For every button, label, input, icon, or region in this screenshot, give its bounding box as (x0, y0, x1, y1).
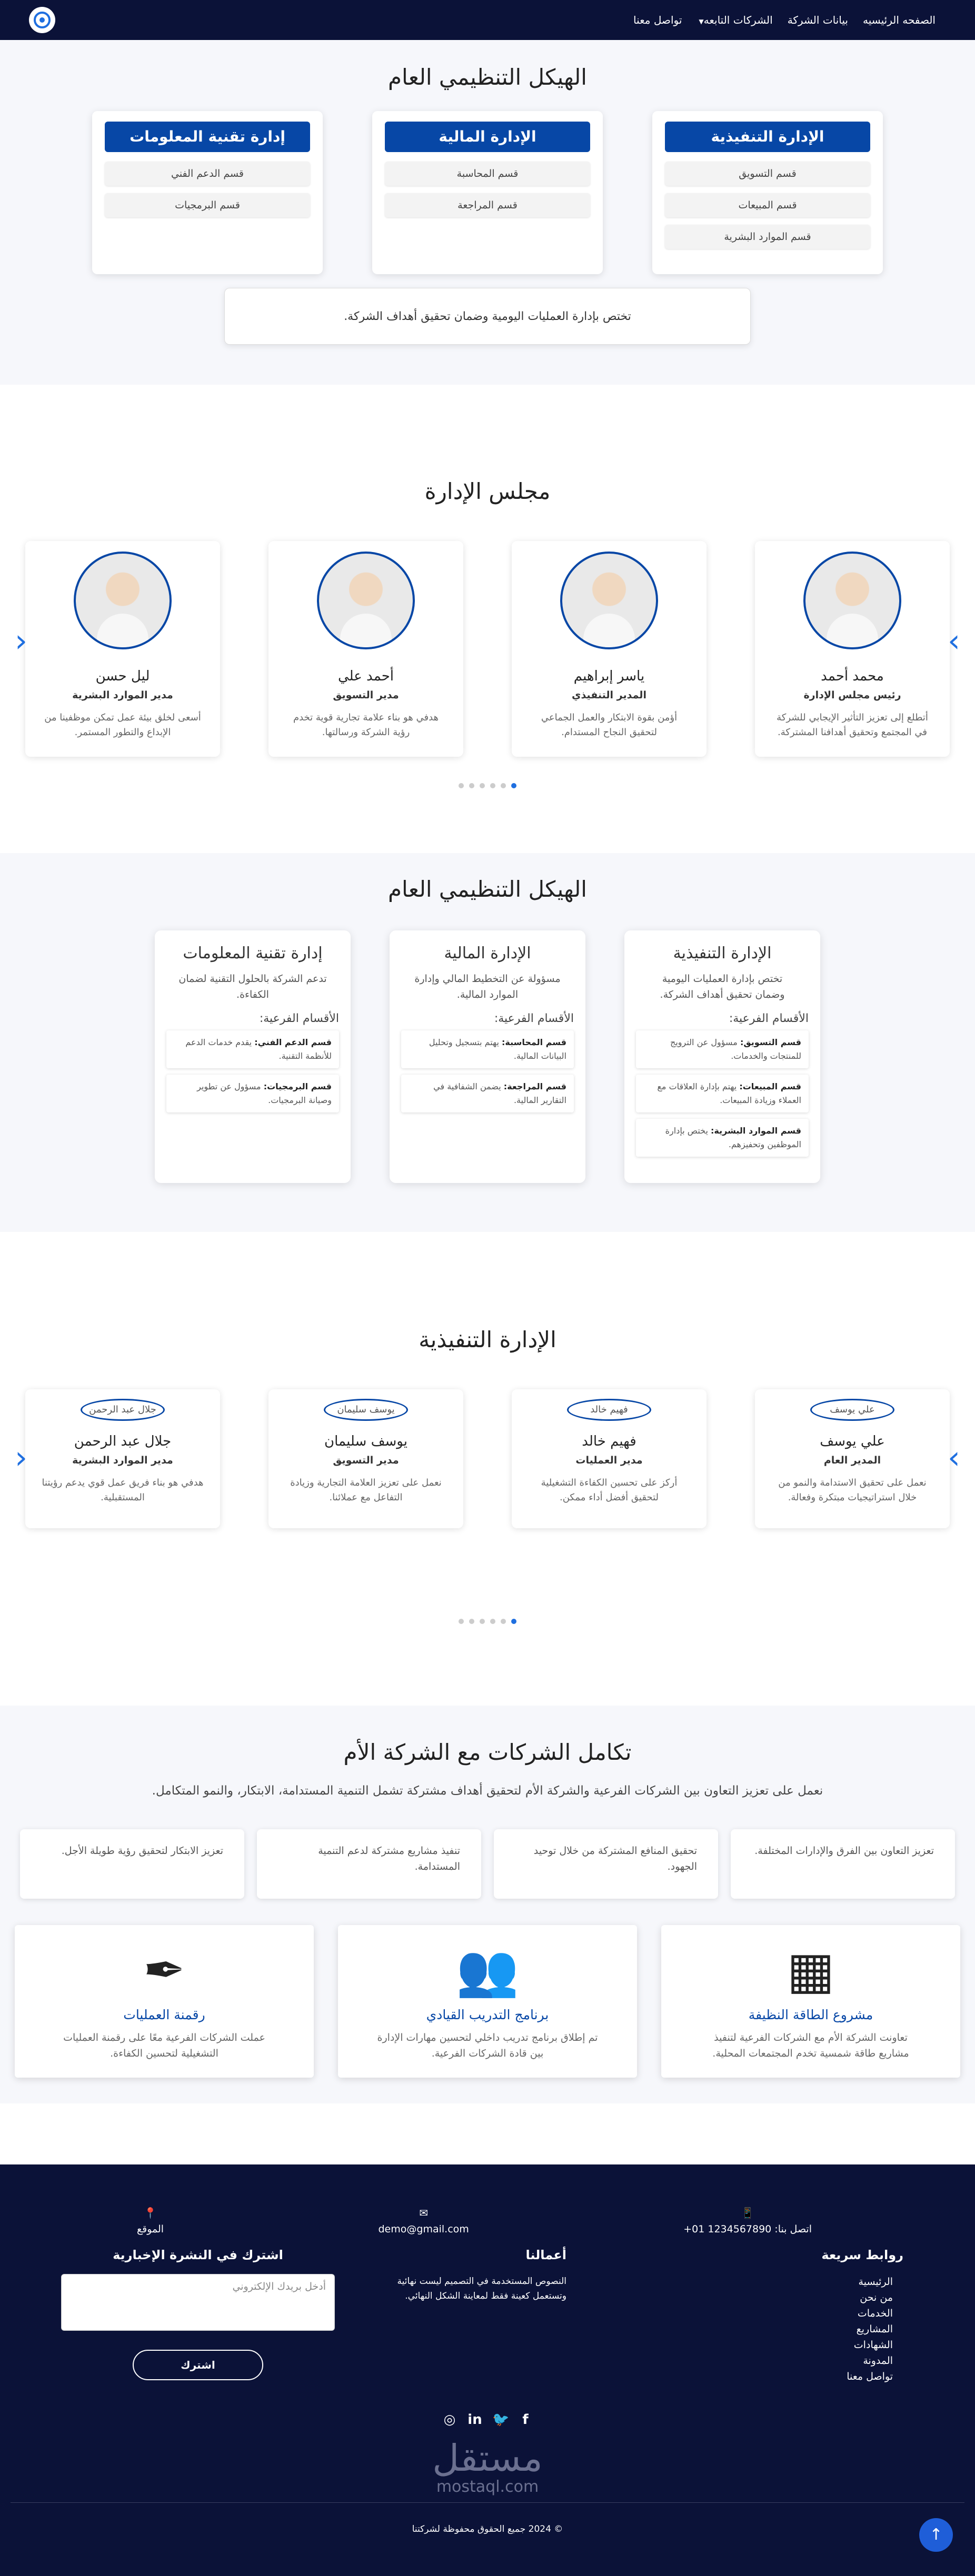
member-photo (560, 552, 658, 649)
dept-sub-item (636, 1075, 809, 1112)
member-photo-broken: يوسف سليمان (324, 1399, 408, 1421)
nav-subsidiaries-dropdown[interactable] (697, 14, 772, 26)
sub-name: قسم المبيعات: (739, 1081, 801, 1091)
org-sub-item[interactable]: قسم البرمجيات (105, 193, 310, 217)
dept-sub-item (166, 1075, 339, 1112)
exec-member-card (25, 1389, 220, 1528)
nav-home[interactable]: الصفحه الرئيسيه (863, 14, 936, 26)
goal-box: تحقيق المنافع المشتركة من خلال توحيد الجهود. (494, 1829, 718, 1899)
dept-title: الإدارة التنفيذية (673, 944, 772, 963)
org-sub-item[interactable]: قسم المراجعة (385, 193, 590, 217)
org-detail-title: الهيكل التنظيمي العام (388, 876, 587, 902)
sub-name: قسم البرمجيات: (263, 1081, 332, 1091)
footer-contact-row (0, 2207, 975, 2235)
sub-text: يهتم بإدارة العلاقات مع العملاء وزيادة المبيعات. (657, 1081, 801, 1105)
footer-link[interactable]: المدونة (863, 2355, 893, 2367)
integration-goals (0, 1829, 975, 1899)
org-sub-item[interactable]: قسم المبيعات (665, 193, 870, 217)
member-photo-broken: فهيم خالد (567, 1399, 651, 1421)
dept-sub-item (401, 1075, 574, 1112)
sub-name: قسم الدعم الفني: (254, 1037, 332, 1047)
org-detail-cards (0, 930, 975, 1183)
team-training-icon: 👥 (456, 1941, 519, 2000)
dept-desc: مسؤولة عن التخطيط المالي وإدارة الموارد المالية. (414, 973, 561, 1000)
dept-title: الإدارة المالية (444, 944, 531, 963)
carousel-dot[interactable] (501, 1619, 506, 1624)
social-links (0, 2412, 975, 2428)
member-role: رئيس مجلس الإدارة (803, 689, 901, 701)
board-row (0, 541, 975, 757)
org-overview-title: الهيكل التنظيمي العام (388, 64, 587, 90)
org-card-executive (652, 111, 883, 274)
member-name: أحمد علي (337, 668, 394, 684)
org-overview-cards (0, 111, 975, 274)
goal-box: تعزيز الابتكار لتحقيق رؤية طويلة الأجل. (20, 1829, 244, 1899)
integration-projects (0, 1925, 975, 2078)
project-title: مشروع الطاقة النظيفة (748, 2007, 873, 2022)
dept-desc: تدعم الشركة بالحلول التقنية لضمان الكفاءة. (178, 973, 327, 1000)
our-work-text: النصوص المستخدمة في التصميم ليست نهائية وتستعمل كعينة فقط لمعاينة الشكل النهائي. (397, 2276, 566, 2301)
phone-icon: 📱 (741, 2207, 754, 2219)
project-card (661, 1925, 960, 2078)
executive-carousel (0, 1389, 975, 1528)
chevron-down-icon: ▼ (699, 18, 704, 25)
sub-text: يضمن الشفافية في التقارير المالية. (433, 1081, 566, 1105)
sub-text: مسؤول عن تطوير وصيانة البرمجيات. (197, 1081, 332, 1105)
sub-text: يهتم بتسجيل وتحليل البيانات المالية. (429, 1037, 566, 1061)
board-member-card (268, 541, 463, 757)
carousel-dot[interactable] (469, 1619, 474, 1624)
sub-text: يقدم خدمات الدعم للأنظمة التقنية. (185, 1037, 332, 1061)
sub-name: قسم المراجعة: (503, 1081, 566, 1091)
project-card (15, 1925, 314, 2078)
watermark-en: mostaql.com (436, 2478, 539, 2496)
dept-subhead: الأقسام الفرعية: (259, 1012, 339, 1025)
carousel-dot[interactable] (469, 783, 474, 788)
integration-title: تكامل الشركات مع الشركة الأم (343, 1739, 632, 1765)
org-sub-item[interactable]: قسم المحاسبة (385, 162, 590, 186)
nav-contact[interactable]: تواصل معنا (633, 14, 682, 26)
member-role: المدير التنفيذي (572, 689, 646, 701)
member-name: محمد أحمد (821, 668, 884, 684)
org-card-head[interactable]: إدارة تقنية المعلومات (105, 122, 310, 152)
org-detail-section (0, 853, 975, 1232)
member-role: مدير التسويق (333, 1455, 399, 1466)
newsletter-email-input[interactable]: أدخل بريدك الإلكتروني (61, 2274, 335, 2331)
member-name: جلال عبد الرحمن (74, 1434, 172, 1449)
carousel-prev-icon[interactable]: ‹ (15, 623, 27, 659)
member-desc: هدفي هو بناء فريق عمل قوي يدعم رؤيتنا المستقبلية. (42, 1477, 204, 1503)
mostaql-watermark (0, 2438, 975, 2496)
exec-member-card (268, 1389, 463, 1528)
contact-email-text: demo@gmail.com (378, 2223, 469, 2235)
carousel-next-icon[interactable]: › (948, 1439, 960, 1476)
executive-dots (0, 1619, 975, 1624)
exec-member-card (512, 1389, 707, 1528)
member-role: مدير العمليات (575, 1455, 643, 1466)
member-desc: أؤمن بقوة الابتكار والعمل الجماعي لتحقيق النجاح المستدام. (541, 712, 678, 738)
footer-link[interactable]: الرئيسية (858, 2276, 893, 2288)
executive-section (0, 1274, 975, 1706)
project-title: برنامج التدريب القيادي (426, 2007, 549, 2022)
member-desc: أركز على تحسين الكفاءة التشغيلية لتحقيق أفضل أداء ممكن. (541, 1477, 678, 1503)
member-name: ليل حسن (95, 668, 150, 684)
newsletter (61, 2248, 335, 2384)
dept-subhead: الأقسام الفرعية: (494, 1012, 574, 1025)
contact-phone[interactable] (683, 2207, 812, 2235)
nav-company-data[interactable]: بيانات الشركة (787, 14, 848, 26)
footer-link[interactable]: تواصل معنا (847, 2371, 893, 2382)
facebook-icon[interactable]: f (522, 2412, 529, 2428)
project-desc: عملت الشركات الفرعية معًا على رقمنة العمليات التشغيلية لتحسين الكفاءة. (63, 2032, 265, 2059)
carousel-dot-active[interactable] (511, 783, 516, 788)
subscribe-button[interactable]: اشترك (133, 2350, 263, 2380)
quick-links-title: روابط سريعة (821, 2248, 903, 2262)
instagram-icon[interactable]: ◎ (443, 2412, 456, 2428)
sub-name: قسم التسويق: (740, 1037, 801, 1047)
footer-link[interactable]: الشهادات (853, 2339, 893, 2351)
goal-box: تعزيز التعاون بين الفرق والإدارات المختلفة. (731, 1829, 955, 1899)
carousel-prev-icon[interactable]: ‹ (15, 1439, 27, 1476)
carousel-dot[interactable] (490, 783, 495, 788)
footer-columns (0, 2248, 975, 2384)
member-photo (74, 552, 172, 649)
board-member-card (25, 541, 220, 757)
contact-location-text: الموقع (137, 2223, 164, 2235)
project-card (338, 1925, 637, 2078)
quick-links (788, 2248, 914, 2384)
org-card-it (92, 111, 323, 274)
member-photo (317, 552, 415, 649)
sub-name: قسم الموارد البشرية: (711, 1126, 801, 1136)
org-sub-item[interactable]: قسم الموارد البشرية (665, 225, 870, 249)
board-section (0, 422, 975, 853)
org-card-head[interactable]: الإدارة المالية (385, 122, 590, 152)
twitter-icon[interactable]: 🐦 (492, 2412, 510, 2428)
member-photo-broken: علي يوسف (810, 1399, 894, 1421)
project-title: رقمنة العمليات (123, 2007, 205, 2022)
navbar (0, 0, 975, 40)
back-to-top-button[interactable]: ↑ (919, 2518, 953, 2552)
dept-card-finance (390, 930, 585, 1183)
contact-email[interactable] (379, 2207, 469, 2235)
member-name: ياسر إبراهيم (573, 668, 645, 684)
org-sub-item[interactable]: قسم التسويق (665, 162, 870, 186)
goal-box: تنفيذ مشاريع مشتركة لدعم التنمية المستدامة. (257, 1829, 481, 1899)
envelope-icon: ✉ (419, 2207, 429, 2219)
carousel-dot[interactable] (459, 1619, 464, 1624)
dept-sub-item (401, 1030, 574, 1068)
member-desc: أسعى لخلق بيئة عمل تمكن موظفينا من الإبداع والتطور المستمر. (44, 712, 201, 738)
org-card-finance (372, 111, 603, 274)
member-desc: هدفي هو بناء علامة تجارية قوية تخدم رؤية الشركة ورسالتها. (293, 712, 439, 738)
feather-pen-icon: ✒ (143, 1941, 186, 2000)
exec-member-card (755, 1389, 950, 1528)
company-logo[interactable] (29, 7, 55, 33)
location-pin-icon: 📍 (144, 2207, 157, 2219)
board-dots (0, 783, 975, 788)
copyright: © 2024 جميع الحقوق محفوظة لشركتنا (412, 2524, 563, 2534)
carousel-dot[interactable] (490, 1619, 495, 1624)
nav-links (633, 14, 936, 26)
sub-text: مسؤول عن الترويج للمنتجات والخدمات. (670, 1037, 801, 1061)
board-carousel (0, 541, 975, 757)
solar-panel-icon: ▦ (787, 1941, 835, 2000)
member-desc: أتطلع إلى تعزيز التأثير الإيجابي للشركة في المجتمع وتحقيق أهدافنا المشتركة. (777, 712, 928, 738)
org-note: تختص بإدارة العمليات اليومية وضمان تحقيق أهداف الشركة. (224, 288, 751, 345)
executive-title: الإدارة التنفيذية (419, 1327, 556, 1352)
executive-row (0, 1389, 975, 1528)
carousel-dot[interactable] (480, 1619, 485, 1624)
member-photo (803, 552, 901, 649)
contact-phone-text: اتصل بنا: 1234567890 01+ (683, 2223, 812, 2235)
member-role: المدير العام (823, 1455, 881, 1466)
member-desc: نعمل على تعزيز العلامة التجارية وزيادة التفاعل مع عملائنا. (290, 1477, 442, 1503)
org-card-head[interactable]: الإدارة التنفيذية (665, 122, 870, 152)
org-overview-section (0, 40, 975, 385)
dept-card-it (155, 930, 351, 1183)
project-desc: تعاونت الشركة الأم مع الشركات الفرعية لتنفيذ مشاريع طاقة شمسية تخدم المجتمعات المحلية. (712, 2032, 909, 2059)
member-name: يوسف سليمان (324, 1434, 407, 1449)
integration-lead: نعمل على تعزيز التعاون بين الشركات الفرعية والشركة الأم لتحقيق أهداف مشتركة تشمل التنمية المستدامة، الابتكار، والنمو المتكامل. (152, 1784, 823, 1798)
member-photo-broken: جلال عبد الرحمن (81, 1399, 165, 1421)
logo-mark-icon (34, 12, 51, 28)
integration-section (0, 1706, 975, 2103)
member-name: فهيم خالد (582, 1434, 636, 1449)
sub-text: يختص بإدارة الموظفين وتحفيزهم. (665, 1126, 801, 1149)
dept-card-executive (624, 930, 820, 1183)
footer (0, 2164, 975, 2576)
dept-subhead: الأقسام الفرعية: (729, 1012, 809, 1025)
contact-location[interactable] (137, 2207, 164, 2235)
member-role: مدير التسويق (333, 689, 399, 701)
dept-sub-item (166, 1030, 339, 1068)
carousel-dot[interactable] (459, 783, 464, 788)
footer-link[interactable]: من نحن (860, 2292, 893, 2303)
board-member-card (512, 541, 707, 757)
dept-title: إدارة تقنية المعلومات (183, 944, 323, 963)
our-work-title: أعمالنا (525, 2248, 566, 2262)
watermark-ar: مستقل (432, 2437, 543, 2480)
carousel-dot[interactable] (480, 783, 485, 788)
our-work (397, 2248, 661, 2384)
dept-sub-item (636, 1030, 809, 1068)
sub-name: قسم المحاسبة: (502, 1037, 566, 1047)
board-member-card (755, 541, 950, 757)
member-role: مدير الموارد البشرية (72, 689, 173, 701)
project-desc: تم إطلاق برنامج تدريب داخلي لتحسين مهارات الإدارة بين قادة الشركات الفرعية. (377, 2032, 598, 2059)
nav-subsidiaries-label: الشركات التابعه (703, 14, 773, 26)
newsletter-title: اشترك في النشرة الإخبارية (113, 2248, 283, 2262)
footer-divider (11, 2502, 964, 2503)
linkedin-icon[interactable]: in (467, 2412, 482, 2428)
org-sub-item[interactable]: قسم الدعم الفني (105, 162, 310, 186)
footer-link[interactable]: المشاريع (856, 2323, 893, 2335)
footer-link[interactable]: الخدمات (857, 2308, 893, 2319)
member-role: مدير الموارد البشرية (72, 1455, 173, 1466)
member-desc: نعمل على تحقيق الاستدامة والنمو من خلال استراتيجيات مبتكرة وفعالة. (778, 1477, 927, 1503)
dept-desc: تختص بإدارة العمليات اليومية وضمان تحقيق أهداف الشركة. (660, 973, 785, 1000)
carousel-next-icon[interactable]: › (948, 623, 960, 659)
board-title: مجلس الإدارة (424, 478, 551, 504)
member-name: علي يوسف (820, 1434, 885, 1449)
carousel-dot-active[interactable] (511, 1619, 516, 1624)
carousel-dot[interactable] (501, 783, 506, 788)
dept-sub-item (636, 1119, 809, 1157)
